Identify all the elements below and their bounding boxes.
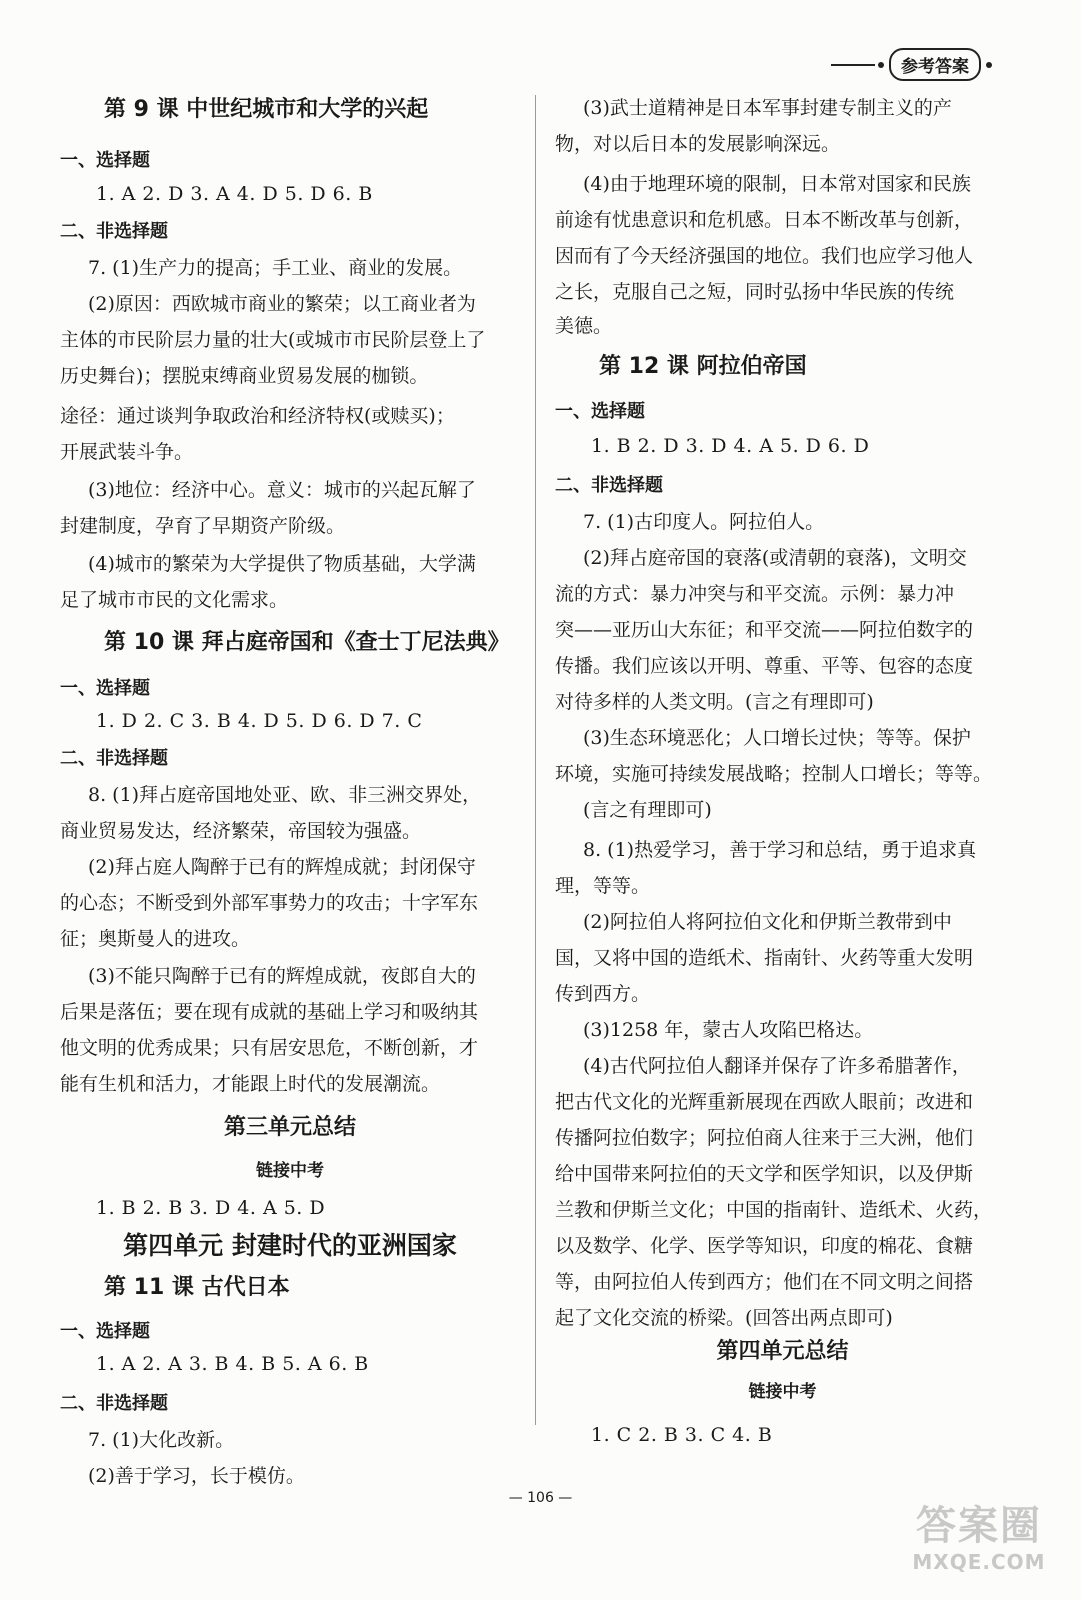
answer-choices: 1. B 2. B 3. D 4. A 5. D xyxy=(96,1197,326,1219)
answer-text: (3)武士道精神是日本军事封建专制主义的产 xyxy=(583,97,952,119)
answer-text: 能有生机和活力，才能跟上时代的发展潮流。 xyxy=(60,1073,441,1095)
answer-text: 传播阿拉伯数字；阿拉伯商人往来于三大洲，他们 xyxy=(555,1127,974,1149)
header-dot xyxy=(986,62,992,68)
subsection-heading: 链接中考 xyxy=(256,1161,324,1181)
watermark-main: 答案圈 xyxy=(916,1503,1042,1549)
section-heading: 一、选择题 xyxy=(60,1321,150,1342)
answer-text: 兰教和伊斯兰文化；中国的指南针、造纸术、火药， xyxy=(555,1199,993,1221)
answer-text: 流的方式：暴力冲突与和平交流。示例：暴力冲 xyxy=(555,583,955,605)
answer-choices: 1. C 2. B 3. C 4. B xyxy=(591,1424,773,1446)
unit-heading: 第四单元 封建时代的亚洲国家 xyxy=(123,1231,457,1260)
lesson-heading: 第 10 课 拜占庭帝国和《查士丁尼法典》 xyxy=(104,630,510,655)
page-header xyxy=(831,48,995,81)
section-heading: 一、选择题 xyxy=(555,401,645,422)
answer-text: 前途有忧患意识和危机感。日本不断改革与创新， xyxy=(555,209,974,231)
answer-text: 起了文化交流的桥梁。(回答出两点即可) xyxy=(555,1307,893,1329)
answer-text: 之长，克服自己之短，同时弘扬中华民族的传统 xyxy=(555,281,955,303)
answer-choices: 1. D 2. C 3. B 4. D 5. D 6. D 7. C xyxy=(96,710,423,732)
header-title: 参考答案 xyxy=(889,48,981,81)
answer-text: 历史舞台)；摆脱束缚商业贸易发展的枷锁。 xyxy=(60,365,429,387)
answer-text: 开展武装斗争。 xyxy=(60,441,194,463)
answer-text: (4)古代阿拉伯人翻译并保存了许多希腊著作， xyxy=(583,1055,971,1077)
answer-text: 主体的市民阶层力量的壮大(或城市市民阶层登上了 xyxy=(60,329,486,351)
lesson-heading: 第 12 课 阿拉伯帝国 xyxy=(599,354,807,379)
answer-text: (3)不能只陶醉于已有的辉煌成就，夜郎自大的 xyxy=(88,965,476,987)
header-dot xyxy=(878,62,884,68)
section-heading: 一、选择题 xyxy=(60,150,150,171)
answer-text: 突——亚历山大东征；和平交流——阿拉伯数字的 xyxy=(555,619,974,641)
answer-text: 的心态；不断受到外部军事势力的攻击；十字军东 xyxy=(60,892,479,914)
watermark-sub: MXQE.COM xyxy=(912,1550,1046,1574)
answer-text: 途径：通过谈判争取政治和经济特权(或赎买)； xyxy=(60,405,455,427)
answer-text: (4)由于地理环境的限制，日本常对国家和民族 xyxy=(583,173,971,195)
answer-text: 以及数学、化学、医学等知识，印度的棉花、食糖 xyxy=(555,1235,974,1257)
answer-text: 7. (1)大化改新。 xyxy=(88,1429,235,1451)
section-heading: 二、非选择题 xyxy=(60,221,168,242)
answer-text: 物，对以后日本的发展影响深远。 xyxy=(555,133,841,155)
answer-text: (3)地位：经济中心。意义：城市的兴起瓦解了 xyxy=(88,479,476,501)
answer-text: (2)原因：西欧城市商业的繁荣；以工商业者为 xyxy=(88,293,476,315)
lesson-heading: 第 9 课 中世纪城市和大学的兴起 xyxy=(104,97,429,122)
section-heading: 一、选择题 xyxy=(60,678,150,699)
header-rule xyxy=(831,64,875,66)
watermark-logo xyxy=(889,1502,1069,1582)
unit-summary-heading: 第四单元总结 xyxy=(716,1339,849,1364)
section-heading: 二、非选择题 xyxy=(60,748,168,769)
unit-summary-heading: 第三单元总结 xyxy=(223,1115,356,1140)
answer-text: 美德。 xyxy=(555,315,613,337)
answer-choices: 1. A 2. A 3. B 4. B 5. A 6. B xyxy=(96,1353,369,1375)
answer-text: (2)拜占庭帝国的衰落(或清朝的衰落)，文明交 xyxy=(583,547,967,569)
answer-text: 8. (1)热爱学习，善于学习和总结，勇于追求真 xyxy=(583,839,977,861)
answer-text: 理，等等。 xyxy=(555,875,651,897)
answer-text: (3)1258 年，蒙古人攻陷巴格达。 xyxy=(583,1019,874,1041)
section-heading: 二、非选择题 xyxy=(555,475,663,496)
answer-choices: 1. B 2. D 3. D 4. A 5. D 6. D xyxy=(591,435,870,457)
answer-text: 给中国带来阿拉伯的天文学和医学知识，以及伊斯 xyxy=(555,1163,974,1185)
answer-text: (3)生态环境恶化；人口增长过快；等等。保护 xyxy=(583,727,971,749)
page-number: — 106 — xyxy=(508,1490,573,1506)
subsection-heading: 链接中考 xyxy=(748,1382,817,1402)
answer-text: 把古代文化的光辉重新展现在西欧人眼前；改进和 xyxy=(555,1091,974,1113)
answer-text: 7. (1)生产力的提高；手工业、商业的发展。 xyxy=(88,257,463,279)
answer-text: 封建制度，孕育了早期资产阶级。 xyxy=(60,515,346,537)
answer-text: (2)拜占庭人陶醉于已有的辉煌成就；封闭保守 xyxy=(88,856,476,878)
answer-text: 传到西方。 xyxy=(555,983,651,1005)
answer-text: 商业贸易发达，经济繁荣，帝国较为强盛。 xyxy=(60,820,422,842)
answer-text: 对待多样的人类文明。(言之有理即可) xyxy=(555,691,874,713)
answer-text: (4)城市的繁荣为大学提供了物质基础，大学满 xyxy=(88,553,476,575)
section-heading: 二、非选择题 xyxy=(60,1393,168,1414)
answer-text: (2)阿拉伯人将阿拉伯文化和伊斯兰教带到中 xyxy=(583,911,952,933)
answer-text: 他文明的优秀成果；只有居安思危，不断创新，才 xyxy=(60,1037,479,1059)
answer-choices: 1. A 2. D 3. A 4. D 5. D 6. B xyxy=(96,183,373,205)
answer-text: 等，由阿拉伯人传到西方；他们在不同文明之间搭 xyxy=(555,1271,974,1293)
answer-text: 足了城市市民的文化需求。 xyxy=(60,589,289,611)
answer-text: 环境，实施可持续发展战略；控制人口增长；等等。 xyxy=(555,763,993,785)
answer-text: 传播。我们应该以开明、尊重、平等、包容的态度 xyxy=(555,655,974,677)
column-divider xyxy=(535,95,536,1425)
answer-text: 征；奥斯曼人的进攻。 xyxy=(60,928,251,950)
answer-text: 8. (1)拜占庭帝国地处亚、欧、非三洲交界处， xyxy=(88,784,482,806)
lesson-heading: 第 11 课 古代日本 xyxy=(104,1275,290,1300)
answer-text: 7. (1)古印度人。阿拉伯人。 xyxy=(583,511,825,533)
answer-text: 国，又将中国的造纸术、指南针、火药等重大发明 xyxy=(555,947,974,969)
answer-text: 因而有了今天经济强国的地位。我们也应学习他人 xyxy=(555,245,974,267)
answer-text: (言之有理即可) xyxy=(583,799,712,821)
answer-text: (2)善于学习，长于模仿。 xyxy=(88,1465,305,1487)
answer-text: 后果是落伍；要在现有成就的基础上学习和吸纳其 xyxy=(60,1001,479,1023)
